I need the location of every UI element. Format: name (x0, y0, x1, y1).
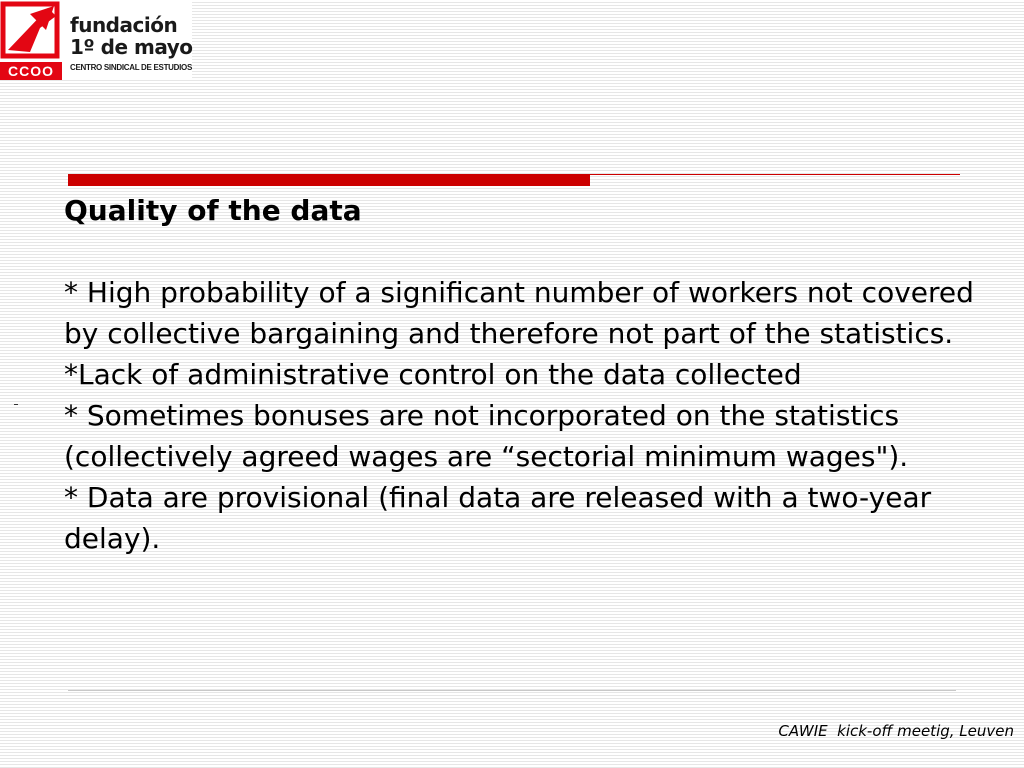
logo-subtitle: CENTRO SINDICAL DE ESTUDIOS (70, 63, 192, 72)
svg-text:CCOO: CCOO (8, 63, 54, 79)
footer-text: CAWIE kick-off meetig, Leuven (778, 722, 1014, 740)
margin-dash (14, 404, 18, 405)
bullet-item: * Sometimes bonuses are not incorporated on the statistics (collectively agreed wages are “sectorial minimum wages"). (64, 399, 909, 473)
bullet-item: * High probability of a significant number of workers not covered by collective bargaining and therefore not part of the statistics. (64, 276, 974, 350)
logo-name-line2: 1º de mayo (70, 35, 193, 59)
title-accent-line (590, 174, 960, 175)
bullet-item: * Data are provisional (final data are released with a two-year delay). (64, 481, 932, 555)
fundacion-logo (0, 0, 192, 80)
logo-name-line1: fundación (70, 13, 178, 37)
ccoo-logo-icon (0, 0, 62, 80)
bullet-list (64, 272, 994, 559)
bullet-item: *Lack of administrative control on the data collected (64, 358, 802, 391)
title-accent-bar (68, 174, 590, 186)
footer-divider (68, 690, 956, 691)
slide-title: Quality of the data (64, 194, 362, 227)
